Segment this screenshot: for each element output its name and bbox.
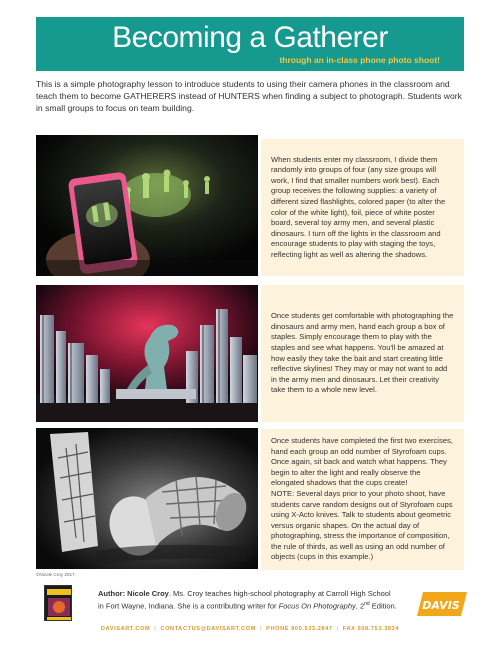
author-bio-ordinal: nd <box>364 601 370 607</box>
footer-website[interactable]: DAVISART.COM <box>100 626 151 632</box>
footer-phone: PHONE 800.533.2847 <box>266 626 333 632</box>
footer-separator: | <box>154 626 157 632</box>
photo-styrofoam-cups <box>36 428 258 569</box>
photo-phone-army-men <box>36 135 258 276</box>
author-bio <box>98 589 398 612</box>
page-title: Becoming a Gatherer <box>112 21 388 54</box>
page-subtitle: through an in-class phone photo shoot! <box>279 55 440 65</box>
step-3-note: NOTE: Several days prior to your photo shoot, have students carve random designs out of Styrofoam cups using X-Acto knives. Talk to students about geometric versus organic shapes. On the actual day of photographing, stress the importance of composition, the rule of thirds, as well as using an odd number of objects (cups in this example.) <box>271 488 453 562</box>
author-bio-part-c: Edition. <box>369 601 397 611</box>
step-3-main-text: Once students have completed the first two exercises, hand each group an odd number of Styrofoam cups. Once again, sit back and watch what happens. They begin to alter the light and really observe the elongated shadows that the cups create! <box>271 435 453 488</box>
step-3-text <box>271 436 454 563</box>
step-2-text: Once students get comfortable with photographing the dinosaurs and army men, hand each group a box of staples. Simply encourage them to play with the staples and see what happens. You'll be amazed at how easily they take the bait and start creating little reflective skylines! They may or may not want to add in the army men and dinosaurs. Let their creativity take them to a whole new level. <box>271 311 454 395</box>
logo-text: DAVIS <box>422 599 460 612</box>
davis-logo <box>417 592 467 616</box>
photo-credit: ©Nicole Croy 2017. <box>36 572 76 577</box>
step-3-text-panel <box>261 429 464 570</box>
lesson-step-2 <box>36 285 464 423</box>
footer-email[interactable]: CONTACTUS@DAVISART.COM <box>160 626 256 632</box>
lesson-step-1 <box>36 135 464 278</box>
intro-paragraph: This is a simple photography lesson to introduce students to using their camera phones in the classroom and teach them to become GATHERERS instead of HUNTERS when finding a subject to photograph. Students work in small groups to focus on team building. <box>36 79 462 113</box>
step-1-text: When students enter my classroom, I divide them randomly into groups of four (any size groups will work, I find that smaller numbers work best). Each group receives the following supplies: a variety of different sized flashlights, colored paper (to alter the color of the white light), foil, piece of white poster board, several toy army men, and several plastic dinosaurs. I turn off the lights in the classroom and encourage students to play with staging the toys, reflecting light as well as altering the shadows. <box>271 154 446 259</box>
author-name: Nicole Croy <box>127 589 169 598</box>
footer-fax: FAX 508.753.3834 <box>342 626 400 632</box>
footer-separator: | <box>259 626 263 632</box>
book-title: Focus On Photography <box>278 601 356 611</box>
author-label: Author: <box>98 589 126 598</box>
author-bio-part-b: , 2 <box>355 601 365 611</box>
footer-contact-bar <box>36 626 464 632</box>
step-2-text-panel <box>261 285 464 422</box>
author-bio-part-a: . Ms. Croy teaches high-school photography at Carroll High School in Fort Wayne, Indiana. She is a contributing writer for <box>98 589 391 611</box>
lesson-step-3 <box>36 428 464 570</box>
title-banner <box>36 17 464 71</box>
step-1-text-panel <box>261 139 464 276</box>
photo-staples-dinosaur <box>36 285 258 422</box>
footer-separator: | <box>336 626 339 632</box>
book-cover-image <box>44 585 72 621</box>
